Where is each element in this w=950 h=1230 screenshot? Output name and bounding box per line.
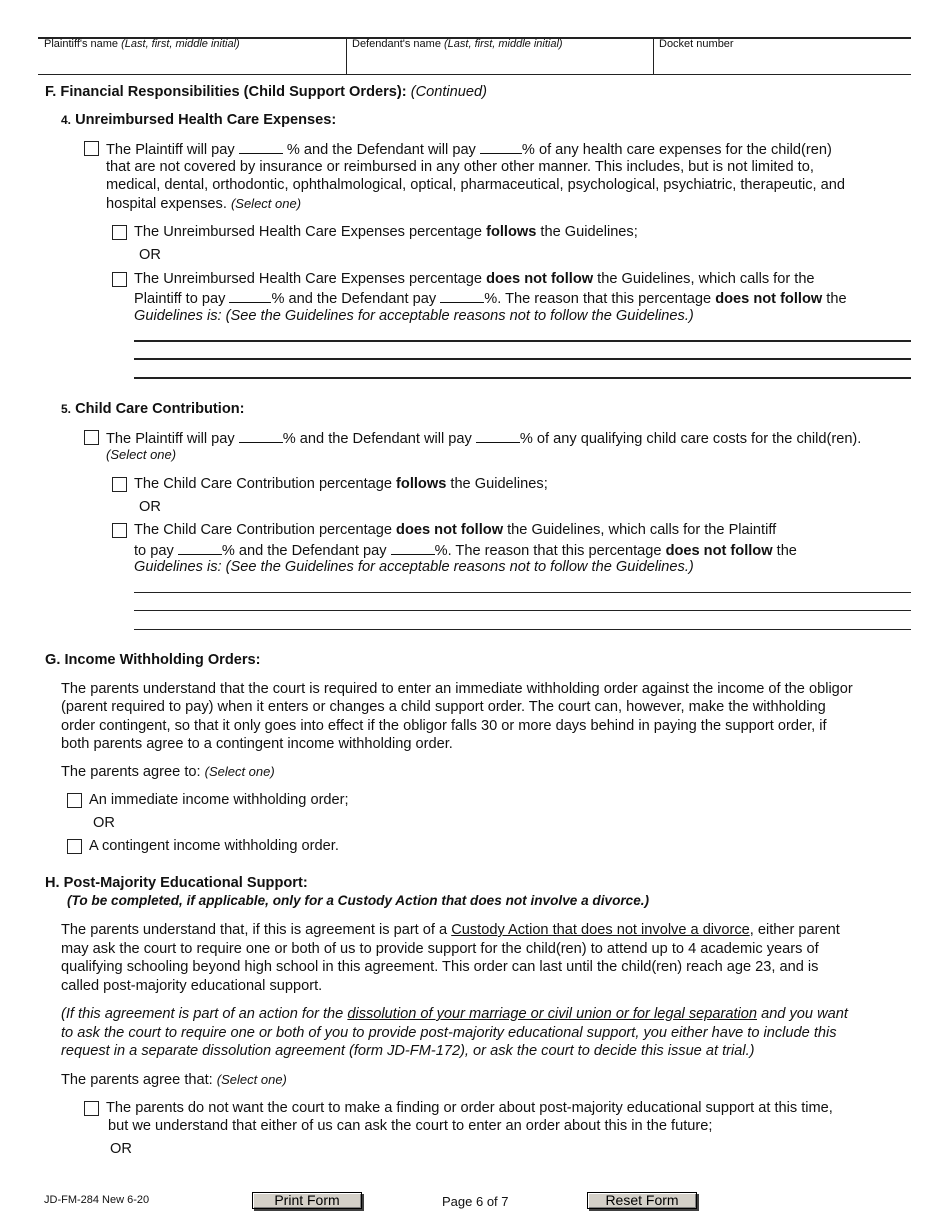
defendant-label: Defendant's name [352, 38, 441, 50]
print-form-button[interactable]: Print Form [252, 1192, 362, 1209]
section-h-italic-line1 [61, 1005, 848, 1024]
item5-main-b: % and the Defendant will pay [282, 431, 472, 447]
item5-follows-checkbox[interactable] [112, 477, 127, 492]
no-post-majority-line1: The parents do not want the court to make a finding or order about post-majority educational support at this time, [106, 1100, 833, 1116]
section-g-or: OR [93, 815, 115, 831]
section-g-select-one: (Select one) [204, 764, 275, 779]
section-h-i1b: and you want [761, 1006, 848, 1022]
item5-follows-text [134, 475, 548, 494]
immediate-withholding-checkbox[interactable] [67, 793, 82, 808]
item4-reason-line[interactable] [134, 377, 911, 379]
section-f-heading [45, 83, 487, 102]
item5-guidelines-text: Guidelines is: (See the Guidelines for acceptable reasons not to follow the Guidelines.) [134, 559, 694, 575]
item4-nf2-c: %. The reason that this percentage [484, 291, 712, 307]
item5-nf-plaintiff-percent-input[interactable] [178, 540, 222, 555]
section-h-p1a: The parents understand that, if this is agreement is part of a [61, 922, 448, 938]
item5-nf2-e: the [776, 543, 797, 559]
item4-follows-text [134, 223, 638, 242]
contingent-withholding-checkbox[interactable] [67, 839, 82, 854]
item5-main-checkbox[interactable] [84, 430, 99, 445]
section-f-title: F. Financial Responsibilities (Child Support Orders): [45, 84, 407, 100]
item4-number: 4. [61, 113, 72, 127]
section-h-or: OR [110, 1141, 132, 1157]
item5-nf2-a: to pay [134, 543, 174, 559]
section-h-para-line1 [61, 921, 840, 940]
item5-notfollow-text [134, 521, 776, 540]
item5-or: OR [139, 499, 161, 515]
section-h-agree [61, 1071, 287, 1090]
section-h-para-line3: qualifying schooling beyond high school in this agreement. This order can last until the child(ren) reach age 23, and is [61, 959, 819, 975]
section-h-p1b: , either parent [749, 922, 840, 938]
dissolution-underline: dissolution of your marriage or civil union or for legal separation [347, 1006, 758, 1022]
no-post-majority-order-checkbox[interactable] [84, 1101, 99, 1116]
item4-select-one: (Select one) [230, 196, 302, 211]
section-h-agree-text: The parents agree that: [61, 1072, 213, 1088]
custody-action-underline: Custody Action that does not involve a divorce [451, 922, 750, 938]
form-id: JD-FM-284 New 6-20 [44, 1194, 150, 1206]
item5-reason-line[interactable] [134, 592, 911, 593]
reset-form-button[interactable]: Reset Form [587, 1192, 697, 1209]
plaintiff-name-field[interactable] [44, 38, 340, 72]
header-bottom-border [38, 74, 911, 75]
item4-nf2-a: Plaintiff to pay [134, 291, 226, 307]
item4-notfollow-c: the Guidelines, which calls for the [597, 271, 815, 287]
section-h-subtitle: (To be completed, if applicable, only for a Custody Action that does not involve a divorce.) [67, 893, 650, 908]
item4-notfollow-text [134, 270, 815, 289]
item5-nf2-b: % and the Defendant pay [221, 543, 387, 559]
item5-defendant-percent-input[interactable] [476, 428, 520, 443]
docket-label: Docket number [659, 38, 734, 50]
section-h-para-line4: called post-majority educational support. [61, 978, 323, 994]
item5-follows-a: The Child Care Contribution percentage [134, 476, 392, 492]
item5-follows-b: follows [396, 476, 447, 492]
item4-notfollow-line2 [134, 288, 847, 309]
section-g-agree-text: The parents agree to: [61, 764, 201, 780]
item5-nf2-d: does not follow [665, 543, 773, 559]
item4-reason-line[interactable] [134, 340, 911, 342]
item4-reason-line[interactable] [134, 358, 911, 360]
section-h-para-line2: may ask the court to require one or both of us to provide support for the child(ren) to attend up to 4 academic years of [61, 941, 819, 957]
item5-nf2-c: %. The reason that this percentage [434, 543, 662, 559]
section-f-continued: (Continued) [410, 84, 487, 100]
docket-number-field[interactable] [659, 38, 907, 72]
item5-plaintiff-percent-input[interactable] [239, 428, 283, 443]
item4-line3: medical, dental, orthodontic, ophthalmological, optical, pharmaceutical, psychological, psychiatric, therapeutic, and [106, 177, 846, 193]
item4-follows-c: the Guidelines; [540, 224, 638, 240]
header-divider [346, 38, 347, 75]
item4-main-c: % of any health care expenses for the child(ren) [521, 142, 832, 158]
item4-follows-a: The Unreimbursed Health Care Expenses percentage [134, 224, 483, 240]
item5-notfollow-c: the Guidelines, which calls for the Plaintiff [507, 522, 777, 538]
item4-line4 [106, 195, 301, 214]
item4-heading [61, 111, 336, 130]
item5-notfollow-b: does not follow [396, 522, 504, 538]
no-post-majority-line2: but we understand that either of us can ask the court to enter an order about this in the future; [108, 1118, 713, 1134]
item4-notfollow-b: does not follow [486, 271, 594, 287]
defendant-hint: (Last, first, middle initial) [444, 38, 563, 50]
item5-nf-defendant-percent-input[interactable] [391, 540, 435, 555]
header-divider [653, 38, 654, 75]
item5-select-one: (Select one) [106, 447, 177, 462]
section-g-para-line1: The parents understand that the court is required to enter an immediate withholding order against the income of the obligor [61, 681, 853, 697]
item4-main-checkbox[interactable] [84, 141, 99, 156]
item4-main-a: The Plaintiff will pay [106, 142, 235, 158]
item4-main-text [106, 139, 832, 160]
immediate-withholding-label: An immediate income withholding order; [89, 792, 349, 808]
plaintiff-label: Plaintiff's name [44, 38, 119, 50]
item4-nf2-d: does not follow [715, 291, 823, 307]
defendant-name-field[interactable] [352, 38, 648, 72]
item4-notfollow-checkbox[interactable] [112, 272, 127, 287]
item4-notfollow-a: The Unreimbursed Health Care Expenses percentage [134, 271, 483, 287]
section-h-italic-line2: to ask the court to require one or both of you to provide post-majority educational support, you either have to include this [61, 1025, 837, 1041]
section-g-agree [61, 763, 275, 782]
item5-reason-line[interactable] [134, 629, 911, 630]
contingent-withholding-label: A contingent income withholding order. [89, 838, 339, 854]
item5-notfollow-a: The Child Care Contribution percentage [134, 522, 392, 538]
item4-defendant-percent-input[interactable] [480, 139, 522, 154]
section-h-i1a: (If this agreement is part of an action for the [61, 1006, 344, 1022]
item5-notfollow-checkbox[interactable] [112, 523, 127, 538]
item5-reason-line[interactable] [134, 610, 911, 611]
item4-nf-plaintiff-percent-input[interactable] [229, 288, 271, 303]
item5-main-a: The Plaintiff will pay [106, 431, 235, 447]
section-g-para-line2: (parent required to pay) when it enters or changes a child support order. The court can, however, make the withholding [61, 699, 826, 715]
item5-number: 5. [61, 402, 72, 416]
item4-follows-b: follows [486, 224, 537, 240]
item5-title: Child Care Contribution: [75, 401, 245, 417]
section-h-italic-line3: request in a separate dissolution agreement (form JD-FM-172), or ask the court to decide this issue at trial.) [61, 1043, 755, 1059]
page-number: Page 6 of 7 [442, 1194, 509, 1209]
section-h-select-one: (Select one) [216, 1072, 287, 1087]
plaintiff-hint: (Last, first, middle initial) [121, 38, 240, 50]
item5-follows-c: the Guidelines; [450, 476, 548, 492]
item4-main-b: % and the Defendant will pay [286, 142, 476, 158]
item4-nf2-e: the [826, 291, 847, 307]
item4-title: Unreimbursed Health Care Expenses: [75, 112, 337, 128]
item4-nf2-b: % and the Defendant pay [271, 291, 437, 307]
item4-plaintiff-percent-input[interactable] [239, 139, 283, 154]
item4-follows-checkbox[interactable] [112, 225, 127, 240]
item5-main-text [106, 428, 861, 449]
item4-nf-defendant-percent-input[interactable] [440, 288, 484, 303]
section-g-para-line4: both parents agree to a contingent income withholding order. [61, 736, 453, 752]
item4-line2: that are not covered by insurance or reimbursed in any other other manner. This includes, but is not limited to, [106, 159, 814, 175]
item4-guidelines-text: Guidelines is: (See the Guidelines for acceptable reasons not to follow the Guidelines.) [134, 308, 694, 324]
item5-heading [61, 400, 245, 419]
item5-main-c: % of any qualifying child care costs for the child(ren). [519, 431, 862, 447]
item4-line4-text: hospital expenses. [106, 196, 227, 212]
item4-or: OR [139, 247, 161, 263]
section-g-para-line3: order contingent, so that it only goes into effect if the obligor falls 30 or more days behind in paying the support order, if [61, 718, 827, 734]
section-g-title: G. Income Withholding Orders: [45, 652, 261, 668]
section-h-title: H. Post-Majority Educational Support: [45, 875, 308, 891]
